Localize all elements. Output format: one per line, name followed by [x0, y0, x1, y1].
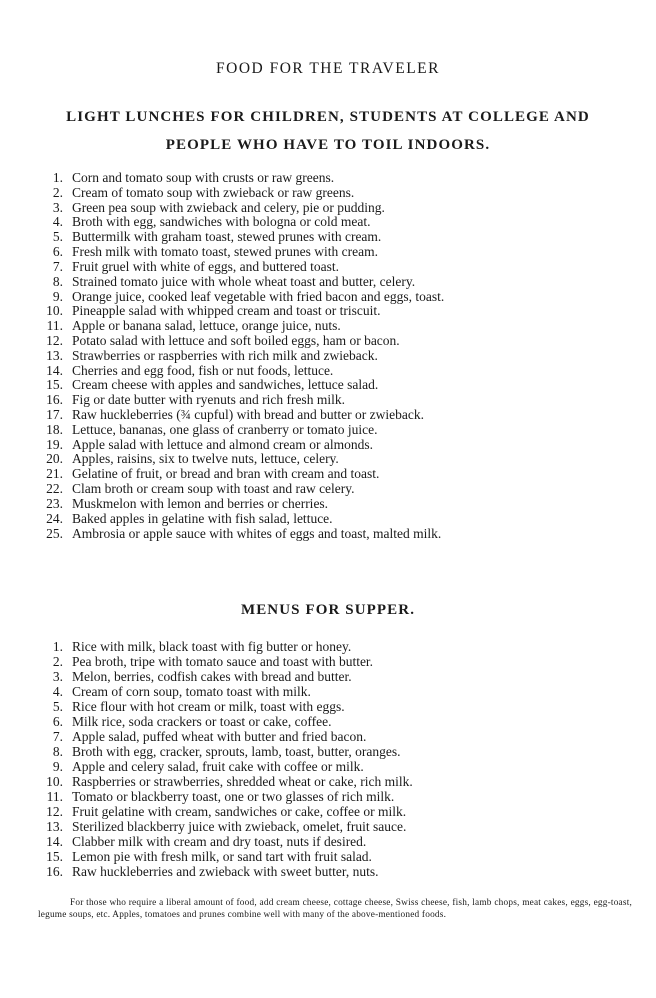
list-item — [38, 319, 638, 334]
list-item — [38, 789, 638, 804]
item-number: 10. — [46, 774, 63, 789]
item-text: Green pea soup with zwieback and celery, pie or pudding. — [72, 199, 385, 215]
item-number: 6. — [52, 244, 63, 260]
lunch-menu-list — [38, 171, 638, 541]
list-item — [38, 304, 638, 319]
item-text: Muskmelon with lemon and berries or cherries. — [72, 495, 329, 511]
item-text: Potato salad with lettuce and soft boiled eggs, ham or bacon. — [72, 332, 400, 348]
item-number: 19. — [46, 436, 63, 452]
item-text: Tomato or blackberry toast, one or two glasses of rich milk. — [72, 789, 395, 804]
list-item — [38, 452, 638, 467]
item-text: Broth with egg, sandwiches with bologna or cold meat. — [72, 214, 371, 230]
list-item — [38, 729, 638, 744]
item-number: 12. — [46, 804, 63, 819]
item-number: 7. — [52, 258, 63, 274]
item-text: Apple or banana salad, lettuce, orange juice, nuts. — [72, 318, 341, 334]
item-number: 9. — [52, 759, 63, 774]
list-item — [38, 804, 638, 819]
item-text: Clam broth or cream soup with toast and raw celery. — [72, 481, 355, 497]
item-number: 8. — [52, 744, 63, 759]
list-item — [38, 527, 638, 542]
lunch-heading-line-1: LIGHT LUNCHES FOR CHILDREN, STUDENTS AT COLLEGE AND — [66, 109, 590, 125]
item-text: Orange juice, cooked leaf vegetable with fried bacon and eggs, toast. — [72, 288, 445, 304]
item-text: Pea broth, tripe with tomato sauce and toast with butter. — [72, 654, 374, 669]
item-text: Raspberries or strawberries, shredded wheat or cake, rich milk. — [72, 774, 413, 789]
item-text: Buttermilk with graham toast, stewed prunes with cream. — [72, 229, 382, 245]
item-number: 3. — [52, 669, 63, 684]
list-item — [38, 819, 638, 834]
list-item — [38, 186, 638, 201]
item-text: Apples, raisins, six to twelve nuts, lettuce, celery. — [72, 451, 339, 467]
item-text: Cream of tomato soup with zwieback or raw greens. — [72, 184, 355, 200]
list-item — [38, 864, 638, 879]
item-text: Fruit gelatine with cream, sandwiches or cake, coffee or milk. — [72, 804, 407, 819]
item-text: Apple salad, puffed wheat with butter and fried bacon. — [72, 729, 367, 744]
item-number: 9. — [52, 288, 63, 304]
list-item — [38, 349, 638, 364]
item-text: Cherries and egg food, fish or nut foods, lettuce. — [72, 362, 334, 378]
list-item — [38, 423, 638, 438]
list-item — [38, 482, 638, 497]
item-text: Broth with egg, cracker, sprouts, lamb, toast, butter, oranges. — [72, 744, 401, 759]
item-number: 16. — [46, 392, 63, 408]
item-number: 13. — [46, 819, 63, 834]
item-text: Apple salad with lettuce and almond cream or almonds. — [72, 436, 374, 452]
list-item — [38, 684, 638, 699]
item-number: 4. — [52, 684, 63, 699]
item-number: 5. — [52, 699, 63, 714]
footnote: For those who require a liberal amount of food, add cream cheese, cottage cheese, Swiss cheese, fish, lamb chops, meat cakes, eggs, egg-toast, legume soups, etc. Apples, tomatoes and prunes combine well with many of the above-mentioned foods. — [38, 898, 632, 921]
item-text: Milk rice, soda crackers or toast or cake, coffee. — [72, 714, 332, 729]
list-item — [38, 744, 638, 759]
list-item — [38, 438, 638, 453]
item-number: 12. — [46, 332, 63, 348]
item-text: Strawberries or raspberries with rich milk and zwieback. — [72, 347, 378, 363]
item-number: 3. — [52, 199, 63, 215]
item-text: Pineapple salad with whipped cream and toast or triscuit. — [72, 303, 381, 319]
item-text: Baked apples in gelatine with fish salad, lettuce. — [72, 510, 333, 526]
list-item — [38, 334, 638, 349]
item-number: 23. — [46, 495, 63, 511]
item-text: Sterilized blackberry juice with zwieback, omelet, fruit sauce. — [72, 819, 407, 834]
item-text: Cream of corn soup, tomato toast with milk. — [72, 684, 311, 699]
list-item — [38, 230, 638, 245]
item-number: 11. — [46, 789, 63, 804]
item-number: 2. — [52, 654, 63, 669]
item-number: 8. — [52, 273, 63, 289]
lunch-section-heading — [0, 103, 656, 159]
item-text: Gelatine of fruit, or bread and bran with cream and toast. — [72, 466, 380, 482]
list-item — [38, 849, 638, 864]
item-text: Fresh milk with tomato toast, stewed prunes with cream. — [72, 244, 378, 260]
list-item — [38, 215, 638, 230]
item-number: 15. — [46, 849, 63, 864]
item-number: 10. — [46, 303, 63, 319]
item-text: Lemon pie with fresh milk, or sand tart with fruit salad. — [72, 849, 372, 864]
item-text: Ambrosia or apple sauce with whites of eggs and toast, malted milk. — [72, 525, 442, 541]
list-item — [38, 290, 638, 305]
item-number: 17. — [46, 407, 63, 422]
item-number: 4. — [52, 214, 63, 230]
item-text: Raw huckleberries and zwieback with sweet butter, nuts. — [72, 864, 379, 879]
list-item — [38, 497, 638, 512]
list-item — [38, 260, 638, 275]
list-item — [38, 245, 638, 260]
list-item — [38, 512, 638, 527]
item-number: 2. — [52, 184, 63, 200]
page-title: FOOD FOR THE TRAVELER — [216, 60, 440, 77]
list-item — [38, 774, 638, 789]
item-number: 14. — [46, 362, 63, 378]
list-item — [38, 699, 638, 714]
item-text: Fig or date butter with ryenuts and rich fresh milk. — [72, 392, 345, 408]
item-number: 11. — [46, 318, 63, 334]
item-text: Fruit gruel with white of eggs, and buttered toast. — [72, 258, 339, 274]
list-item — [38, 408, 638, 423]
item-text: Raw huckleberries (¾ cupful) with bread and butter or zwieback. — [72, 407, 424, 422]
list-item — [38, 378, 638, 393]
list-item — [38, 393, 638, 408]
item-text: Cream cheese with apples and sandwiches, lettuce salad. — [72, 377, 379, 393]
list-item — [38, 669, 638, 684]
list-item — [38, 275, 638, 290]
list-item — [38, 171, 638, 186]
item-number: 20. — [46, 451, 63, 467]
item-number: 7. — [52, 729, 63, 744]
lunch-heading-line-2: PEOPLE WHO HAVE TO TOIL INDOORS. — [165, 137, 491, 153]
item-number: 6. — [52, 714, 63, 729]
item-text: Clabber milk with cream and dry toast, nuts if desired. — [72, 834, 367, 849]
item-text: Rice with milk, black toast with fig butter or honey. — [72, 639, 352, 654]
item-number: 21. — [46, 466, 63, 482]
item-text: Rice flour with hot cream or milk, toast with eggs. — [72, 699, 345, 714]
item-text: Lettuce, bananas, one glass of cranberry or tomato juice. — [72, 421, 378, 437]
list-item — [38, 759, 638, 774]
item-text: Melon, berries, codfish cakes with bread and butter. — [72, 669, 352, 684]
list-item — [38, 714, 638, 729]
list-item — [38, 639, 638, 654]
list-item — [38, 654, 638, 669]
list-item — [38, 364, 638, 379]
supper-section-heading: MENUS FOR SUPPER. — [240, 602, 416, 618]
item-number: 1. — [52, 639, 63, 654]
item-number: 15. — [46, 377, 63, 393]
list-item — [38, 834, 638, 849]
item-text: Strained tomato juice with whole wheat toast and butter, celery. — [72, 273, 416, 289]
item-number: 14. — [46, 834, 63, 849]
list-item — [38, 467, 638, 482]
item-text: Corn and tomato soup with crusts or raw greens. — [72, 170, 335, 185]
item-number: 16. — [46, 864, 63, 879]
list-item — [38, 201, 638, 216]
item-number: 1. — [52, 170, 63, 185]
item-text: Apple and celery salad, fruit cake with coffee or milk. — [72, 759, 364, 774]
item-number: 25. — [46, 525, 63, 541]
item-number: 13. — [46, 347, 63, 363]
supper-menu-list — [38, 639, 638, 879]
item-number: 24. — [46, 510, 63, 526]
item-number: 5. — [52, 229, 63, 245]
item-number: 18. — [46, 421, 63, 437]
item-number: 22. — [46, 481, 63, 497]
